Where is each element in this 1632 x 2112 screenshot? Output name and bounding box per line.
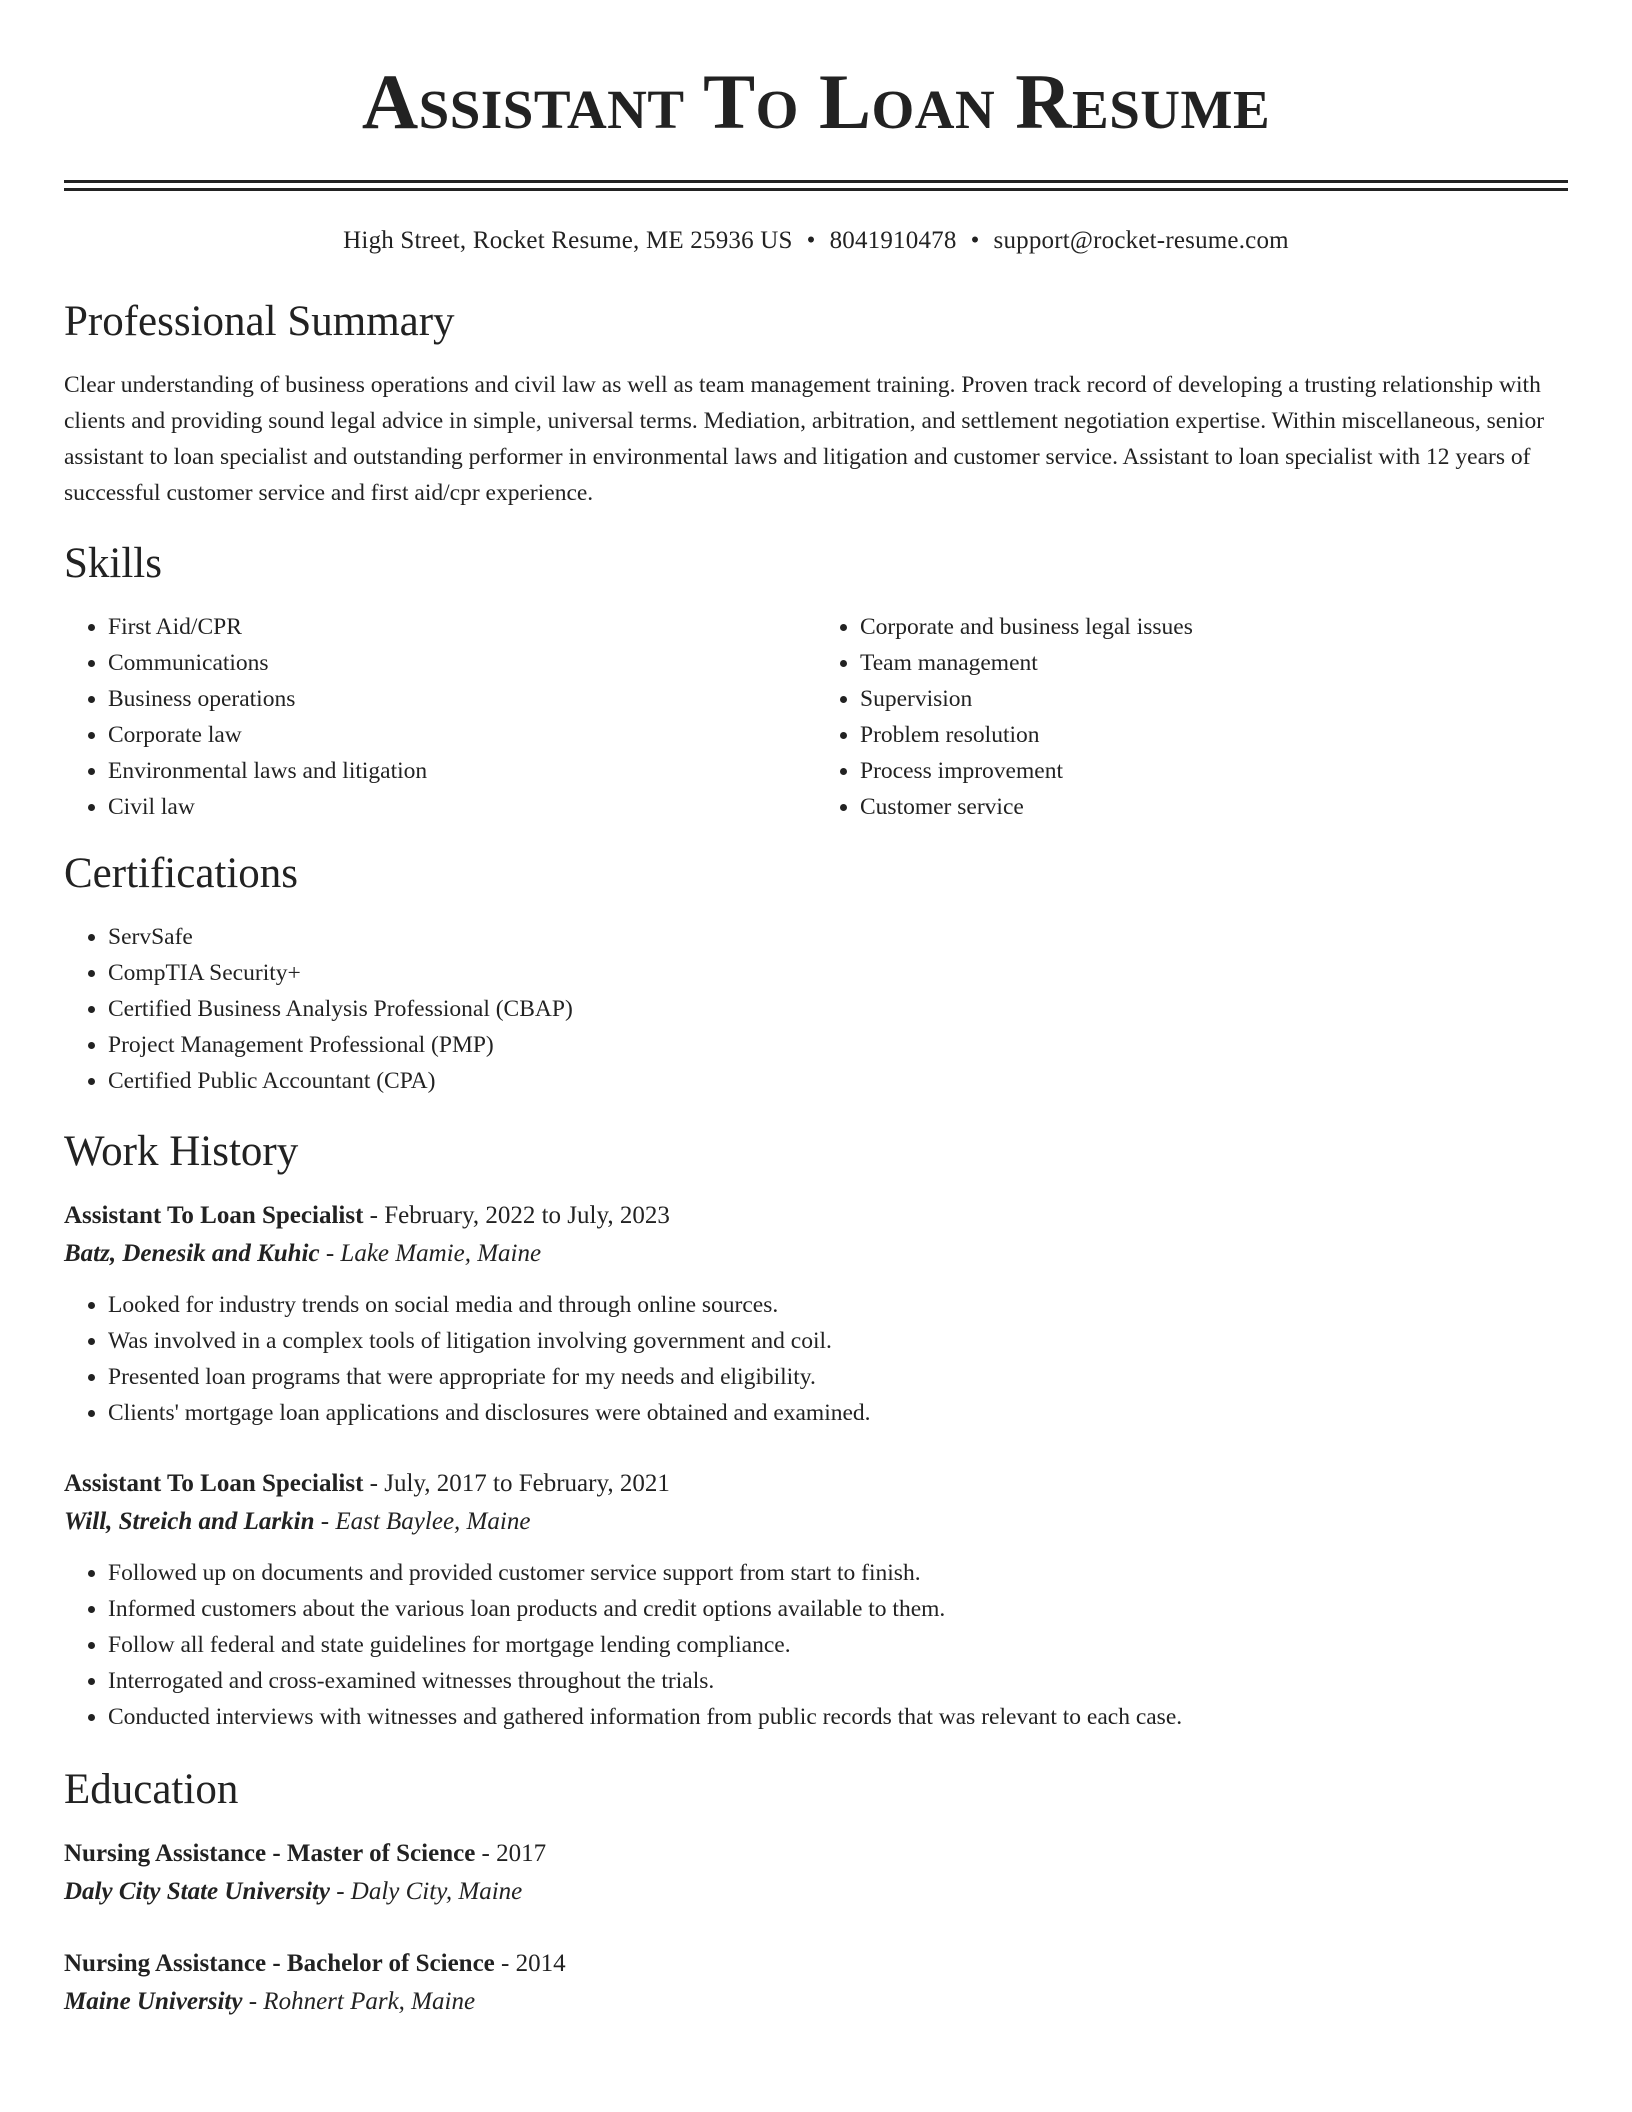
- job-duty: • Looked for industry trends on social media and through online sources.: [108, 1287, 1568, 1323]
- skills-grid: [64, 609, 1568, 825]
- contact-address: High Street, Rocket Resume, ME 25936 US: [343, 227, 793, 254]
- skill-item: • Customer service: [860, 789, 1568, 825]
- job-duty: • Follow all federal and state guidelines for mortgage lending compliance.: [108, 1627, 1568, 1663]
- job-employer: [64, 1503, 1568, 1541]
- job-duties: [64, 1555, 1568, 1735]
- resume-title: Assistant To Loan Resume: [361, 58, 1271, 145]
- contact-separator: •: [970, 227, 980, 254]
- work-history-heading: Work History: [64, 1128, 299, 1175]
- education-school-line: [64, 1873, 1568, 1911]
- skill-item: • Environmental laws and litigation: [108, 753, 816, 789]
- education-year: - 2014: [494, 1950, 566, 1977]
- job-location: - Lake Mamie, Maine: [319, 1240, 542, 1267]
- contact-line: [64, 225, 1568, 257]
- certification-item: • ServSafe: [108, 919, 1568, 955]
- job-location: - East Baylee, Maine: [314, 1508, 531, 1535]
- skill-item: • Process improvement: [860, 753, 1568, 789]
- education-degree: Nursing Assistance - Bachelor of Science: [64, 1950, 495, 1977]
- education-header: [64, 1945, 1568, 1983]
- education-heading: Education: [64, 1766, 239, 1813]
- skill-item: • First Aid/CPR: [108, 609, 816, 645]
- job-duty: • Followed up on documents and provided customer service support from start to finish.: [108, 1555, 1568, 1591]
- contact-phone: 8041910478: [829, 227, 957, 254]
- title-divider: [64, 180, 1568, 191]
- skill-item: • Supervision: [860, 681, 1568, 717]
- job-entry: [64, 1465, 1568, 1735]
- education-location: - Rohnert Park, Maine: [242, 1988, 476, 2015]
- job-duty: • Clients' mortgage loan applications and disclosures were obtained and examined.: [108, 1395, 1568, 1431]
- job-header: [64, 1197, 1568, 1235]
- job-entry: [64, 1197, 1568, 1431]
- summary-text: Clear understanding of business operations and civil law as well as team management training. Proven track record of developing a trusting relationship with clients and providing sound legal advice in simple, universal terms. Mediation, arbitration, and settlement negotiation expertise. Within miscellaneous, senior assistant to loan specialist and outstanding performer in environmental laws and litigation and customer service. Assistant to loan specialist with 12 years of successful customer service and first aid/cpr experience.: [64, 372, 1545, 506]
- education-school: Daly City State University: [64, 1878, 330, 1905]
- job-company: Batz, Denesik and Kuhic: [64, 1240, 320, 1267]
- education-year: - 2017: [475, 1840, 547, 1867]
- contact-email: support@rocket-resume.com: [993, 227, 1289, 254]
- skill-item: • Team management: [860, 645, 1568, 681]
- job-dates: - July, 2017 to February, 2021: [363, 1470, 670, 1497]
- job-duty: • Presented loan programs that were appropriate for my needs and eligibility.: [108, 1359, 1568, 1395]
- certification-item: • CompTIA Security+: [108, 955, 1568, 991]
- education-header: [64, 1835, 1568, 1873]
- certification-item: • Project Management Professional (PMP): [108, 1027, 1568, 1063]
- education-degree: Nursing Assistance - Master of Science: [64, 1840, 476, 1867]
- education-location: - Daly City, Maine: [329, 1878, 523, 1905]
- education-school-line: [64, 1983, 1568, 2021]
- job-position: Assistant To Loan Specialist: [64, 1470, 364, 1497]
- job-header: [64, 1465, 1568, 1503]
- job-duty: • Informed customers about the various loan products and credit options available to them.: [108, 1591, 1568, 1627]
- job-duty: • Conducted interviews with witnesses and gathered information from public records that was relevant to each case.: [108, 1699, 1568, 1735]
- education-school: Maine University: [64, 1988, 243, 2015]
- job-duties: [64, 1287, 1568, 1431]
- skill-item: • Corporate law: [108, 717, 816, 753]
- job-employer: [64, 1235, 1568, 1273]
- skill-item: • Civil law: [108, 789, 816, 825]
- job-duty: • Interrogated and cross-examined witnesses throughout the trials.: [108, 1663, 1568, 1699]
- certification-item: • Certified Business Analysis Professional (CBAP): [108, 991, 1568, 1027]
- skill-item: • Problem resolution: [860, 717, 1568, 753]
- job-company: Will, Streich and Larkin: [64, 1508, 315, 1535]
- job-dates: - February, 2022 to July, 2023: [363, 1202, 670, 1229]
- skill-item: • Corporate and business legal issues: [860, 609, 1568, 645]
- skill-item: • Business operations: [108, 681, 816, 717]
- job-position: Assistant To Loan Specialist: [64, 1202, 364, 1229]
- skill-item: • Communications: [108, 645, 816, 681]
- summary-heading: Professional Summary: [64, 298, 455, 345]
- job-duty: • Was involved in a complex tools of litigation involving government and coil.: [108, 1323, 1568, 1359]
- skills-list-left: [64, 609, 816, 825]
- education-entry: [64, 1835, 1568, 1911]
- certifications-list: [64, 919, 1568, 1099]
- skills-list-right: [816, 609, 1568, 825]
- skills-heading: Skills: [64, 540, 162, 587]
- contact-separator: •: [806, 227, 816, 254]
- education-entry: [64, 1945, 1568, 2021]
- certifications-heading: Certifications: [64, 850, 299, 897]
- certification-item: • Certified Public Accountant (CPA): [108, 1063, 1568, 1099]
